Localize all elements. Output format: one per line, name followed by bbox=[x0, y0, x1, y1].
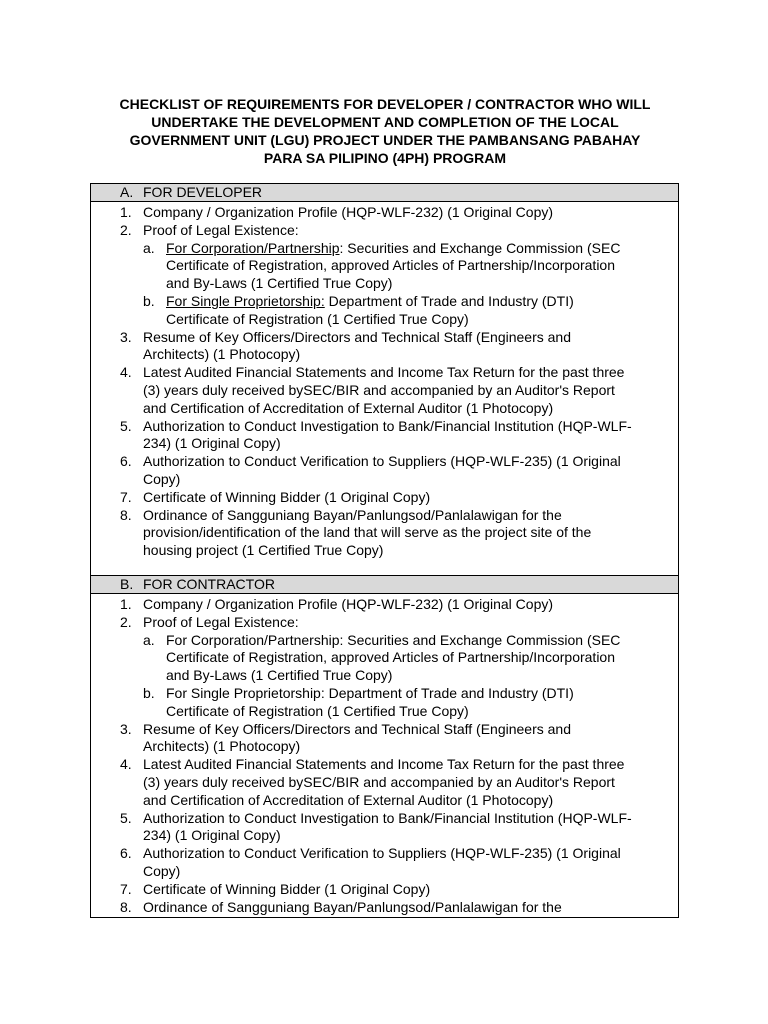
item-number: b. bbox=[143, 684, 155, 701]
section-heading: FOR DEVELOPER bbox=[143, 184, 263, 200]
requirement-item bbox=[91, 329, 678, 365]
item-line bbox=[166, 293, 672, 311]
item-line: and By-Laws (1 Certified True Copy) bbox=[166, 275, 393, 292]
item-line: Copy) bbox=[143, 862, 181, 879]
section-letter: A. bbox=[120, 184, 134, 200]
section-heading: FOR CONTRACTOR bbox=[143, 576, 275, 592]
requirement-item bbox=[91, 810, 678, 846]
requirement-item bbox=[91, 721, 678, 757]
item-line: 234) (1 Original Copy) bbox=[143, 435, 281, 452]
requirement-item bbox=[91, 453, 678, 489]
item-line: Resume of Key Officers/Directors and Technical Staff (Engineers and bbox=[143, 328, 571, 345]
requirement-item bbox=[91, 845, 678, 881]
item-line: Ordinance of Sangguniang Bayan/Panlungsod/Panlalawigan for the bbox=[143, 506, 562, 523]
underlined-label: For Corporation/Partnership bbox=[166, 239, 340, 256]
item-number: 6. bbox=[120, 453, 132, 470]
item-line: provision/identification of the land that will serve as the project site of the bbox=[143, 524, 592, 541]
requirement-item bbox=[91, 899, 678, 917]
item-line: Certificate of Winning Bidder (1 Original Copy) bbox=[143, 880, 431, 897]
item-line: Authorization to Conduct Investigation to Bank/Financial Institution (HQP-WLF- bbox=[143, 809, 632, 826]
item-line: 234) (1 Original Copy) bbox=[143, 827, 281, 844]
item-line: Company / Organization Profile (HQP-WLF-232) (1 Original Copy) bbox=[143, 204, 554, 220]
item-line: Copy) bbox=[143, 470, 181, 487]
item-number: 7. bbox=[120, 488, 132, 505]
item-number: 2. bbox=[120, 613, 132, 630]
requirement-item bbox=[91, 507, 678, 560]
underlined-label: For Single Proprietorship: bbox=[166, 292, 325, 309]
title-line: CHECKLIST OF REQUIREMENTS FOR DEVELOPER / CONTRACTOR WHO WILL bbox=[119, 96, 651, 112]
item-line: and By-Laws (1 Certified True Copy) bbox=[166, 667, 393, 684]
requirement-item bbox=[91, 614, 678, 632]
requirement-item bbox=[91, 204, 678, 222]
item-line: Authorization to Conduct Verification to Suppliers (HQP-WLF-235) (1 Original bbox=[143, 453, 621, 470]
section-letter: B. bbox=[120, 576, 134, 592]
item-number: 4. bbox=[120, 364, 132, 381]
requirement-item bbox=[91, 596, 678, 614]
requirement-item bbox=[91, 222, 678, 240]
item-text: Department of Trade and Industry (DTI) bbox=[324, 292, 574, 309]
sub-requirement-item bbox=[91, 685, 678, 721]
item-line: Resume of Key Officers/Directors and Technical Staff (Engineers and bbox=[143, 720, 571, 737]
item-number: 6. bbox=[120, 845, 132, 862]
requirements-list bbox=[91, 202, 678, 560]
item-line: Authorization to Conduct Investigation to Bank/Financial Institution (HQP-WLF- bbox=[143, 417, 632, 434]
item-line: Authorization to Conduct Verification to Suppliers (HQP-WLF-235) (1 Original bbox=[143, 845, 621, 862]
item-number: 5. bbox=[120, 417, 132, 434]
title-line: PARA SA PILIPINO (4PH) PROGRAM bbox=[263, 150, 507, 166]
item-line: Certificate of Registration, approved Articles of Partnership/Incorporation bbox=[166, 257, 616, 274]
item-number: 1. bbox=[120, 596, 132, 612]
item-line: housing project (1 Certified True Copy) bbox=[143, 542, 384, 559]
title-line: GOVERNMENT UNIT (LGU) PROJECT UNDER THE PAMBANSANG PABAHAY bbox=[129, 132, 641, 148]
item-number: 8. bbox=[120, 898, 132, 915]
item-number: 1. bbox=[120, 204, 132, 220]
requirement-item bbox=[91, 881, 678, 899]
item-line: Latest Audited Financial Statements and Income Tax Return for the past three bbox=[143, 756, 625, 773]
item-text: : Securities and Exchange Commission (SEC bbox=[339, 239, 621, 256]
item-line bbox=[166, 240, 672, 258]
section-developer bbox=[90, 183, 679, 576]
item-line: (3) years duly received bySEC/BIR and accompanied by an Auditor's Report bbox=[143, 381, 615, 398]
sub-requirement-item bbox=[91, 293, 678, 329]
item-line: Latest Audited Financial Statements and Income Tax Return for the past three bbox=[143, 364, 625, 381]
requirements-list bbox=[91, 594, 678, 916]
item-line: (3) years duly received bySEC/BIR and accompanied by an Auditor's Report bbox=[143, 773, 615, 790]
title-line: UNDERTAKE THE DEVELOPMENT AND COMPLETION OF THE LOCAL bbox=[151, 114, 619, 130]
requirement-item bbox=[91, 756, 678, 809]
section-contractor bbox=[90, 576, 679, 918]
sub-requirement-item bbox=[91, 632, 678, 685]
item-line: Certificate of Registration (1 Certified True Copy) bbox=[166, 702, 469, 719]
item-line: Certificate of Registration, approved Articles of Partnership/Incorporation bbox=[166, 649, 616, 666]
section-header bbox=[91, 184, 678, 202]
item-line: Company / Organization Profile (HQP-WLF-232) (1 Original Copy) bbox=[143, 596, 554, 612]
item-line: and Certification of Accreditation of External Auditor (1 Photocopy) bbox=[143, 791, 554, 808]
item-line: and Certification of Accreditation of External Auditor (1 Photocopy) bbox=[143, 399, 554, 416]
sub-requirement-item bbox=[91, 240, 678, 293]
item-number: 3. bbox=[120, 720, 132, 737]
item-line: Certificate of Winning Bidder (1 Original Copy) bbox=[143, 488, 431, 505]
item-line: Ordinance of Sangguniang Bayan/Panlungsod/Panlalawigan for the bbox=[143, 898, 562, 915]
item-number: 4. bbox=[120, 756, 132, 773]
requirement-item bbox=[91, 489, 678, 507]
item-line: Proof of Legal Existence: bbox=[143, 613, 299, 630]
document-title bbox=[90, 95, 680, 167]
item-number: 2. bbox=[120, 221, 132, 238]
requirement-item bbox=[91, 418, 678, 454]
item-line: Proof of Legal Existence: bbox=[143, 221, 299, 238]
item-line: Certificate of Registration (1 Certified True Copy) bbox=[166, 310, 469, 327]
requirement-item bbox=[91, 364, 678, 417]
item-number: 3. bbox=[120, 328, 132, 345]
item-line: Architects) (1 Photocopy) bbox=[143, 738, 301, 755]
item-line: For Corporation/Partnership: Securities and Exchange Commission (SEC bbox=[166, 631, 621, 648]
item-number: 8. bbox=[120, 506, 132, 523]
item-number: a. bbox=[143, 631, 155, 648]
item-number: 7. bbox=[120, 880, 132, 897]
item-number: 5. bbox=[120, 809, 132, 826]
item-number: a. bbox=[143, 239, 155, 256]
item-line: For Single Proprietorship: Department of Trade and Industry (DTI) bbox=[166, 684, 574, 701]
item-number: b. bbox=[143, 292, 155, 309]
section-header bbox=[91, 576, 678, 594]
item-line: Architects) (1 Photocopy) bbox=[143, 346, 301, 363]
